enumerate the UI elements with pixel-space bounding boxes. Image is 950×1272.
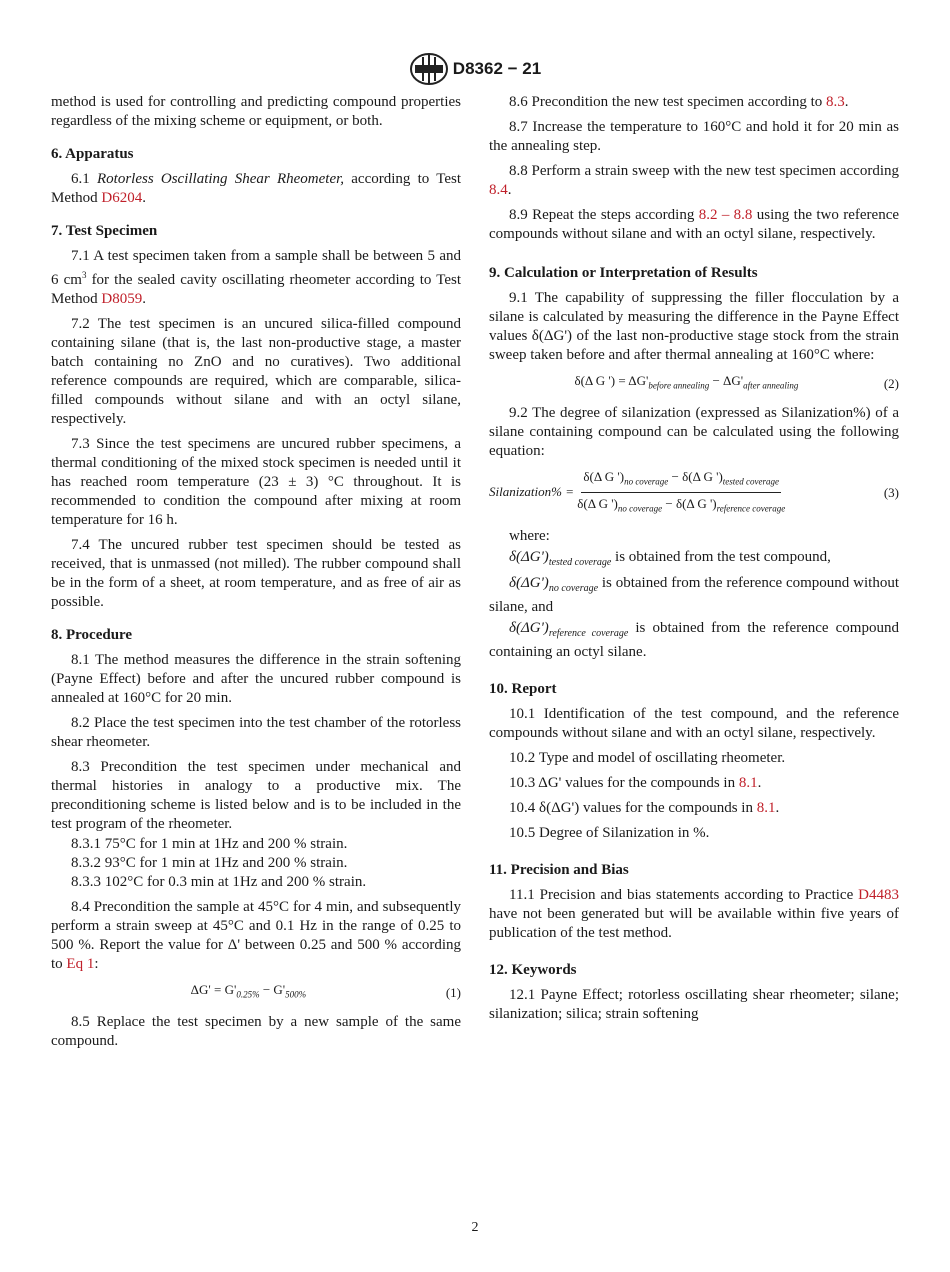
paragraph: 8.9 Repeat the steps according 8.2 – 8.8 using the two reference compounds without silane and with an octyl silane, respectively. bbox=[489, 207, 900, 242]
section-heading: 8. Procedure bbox=[51, 627, 133, 643]
paragraph: 7.4 The uncured rubber test specimen should be tested as received, that is unmassed (not milled). The rubber compound shall be in the form of a sheet, at room temperature, and as free of air as possible. bbox=[51, 537, 461, 610]
paragraph: 10.3 ΔG' values for the compounds in 8.1. bbox=[509, 774, 762, 791]
reference-link[interactable]: 8.3 bbox=[826, 94, 845, 110]
section-heading: 9. Calculation or Interpretation of Results bbox=[489, 265, 758, 281]
page-number: 2 bbox=[471, 1220, 479, 1235]
section-heading: 12. Keywords bbox=[489, 961, 577, 978]
equation-1: $\Delta G' = G'_{0.25\%} - G'_{500\%}$ (1) bbox=[190, 982, 461, 1000]
equation-number: (1) bbox=[445, 984, 461, 1000]
reference-link[interactable]: D6204 bbox=[101, 190, 143, 206]
paragraph: 6.1 Rotorless Oscillating Shear Rheometer, according to Test Method D6204. bbox=[51, 171, 462, 206]
paragraph: 10.4 δ(ΔG') values for the compounds in 8.1. bbox=[509, 799, 780, 816]
left-column bbox=[51, 93, 461, 1057]
section-heading: 10. Report bbox=[489, 680, 557, 697]
paragraph: 11.1 Precision and bias statements according to Practice D4483 have not been generated but will be available within five years of publication of the test method. bbox=[489, 886, 899, 941]
variable-definition: $\delta(\Delta G')_{tested coverage}$ is obtained from the test compound, bbox=[509, 548, 831, 568]
paragraph: 8.4 Precondition the sample at 45°C for 4 min, and subsequently perform a strain sweep at 45°C and 0.1 Hz in the range of 0.25 to 500 %. Report the value for Δ' between 0.25 and 500 % according to Eq 1: bbox=[51, 899, 461, 972]
paragraph: 10.5 Degree of Silanization in %. bbox=[509, 824, 710, 841]
reference-link[interactable]: Eq 1 bbox=[66, 956, 95, 972]
list-item: 8.3.1 75°C for 1 min at 1Hz and 200 % strain. bbox=[71, 836, 348, 852]
paragraph: 7.2 The test specimen is an uncured silica-filled compound containing silane (that is, the last non-productive stage, a master batch containing no ZnO and no curatives). Two additional reference compounds are required, which are comparable, silica-filled compounds without silane and with an octyl silane, respectively. bbox=[51, 316, 461, 427]
reference-link[interactable]: D8059 bbox=[101, 291, 143, 307]
equation-2: δ(Δ G ') = $\Delta G'_{before annealing} - \Delta G'_{after annealing}$ (2) bbox=[574, 373, 899, 391]
reference-link[interactable]: 8.4 bbox=[489, 182, 508, 198]
section-heading: 7. Test Specimen bbox=[51, 223, 158, 239]
paragraph: 8.7 Increase the temperature to 160°C and hold it for 20 min as the annealing step. bbox=[489, 119, 899, 154]
where-label: where: bbox=[509, 527, 550, 544]
paragraph: 10.2 Type and model of oscillating rheometer. bbox=[509, 749, 786, 766]
document-designation: D8362 − 21 bbox=[452, 59, 542, 78]
subsection-list bbox=[51, 835, 461, 892]
paragraph: 8.3 Precondition the test specimen under mechanical and thermal histories in analogy to a productive mix. The preconditioning scheme is listed below and is to be included in the test program of the rheometer. bbox=[51, 759, 461, 832]
section-heading: 11. Precision and Bias bbox=[489, 861, 629, 878]
section-heading: 6. Apparatus bbox=[51, 146, 134, 162]
paragraph: 8.5 Replace the test specimen by a new sample of the same compound. bbox=[51, 1013, 461, 1049]
reference-link[interactable]: 8.1 bbox=[756, 799, 776, 816]
paragraph: method is used for controlling and predicting compound properties regardless of the mixing scheme or equipment, or both. bbox=[51, 94, 461, 129]
paragraph: 8.6 Precondition the new test specimen according to 8.3. bbox=[509, 94, 849, 110]
paragraph: 9.2 The degree of silanization (expressed as Silanization%) of a silane containing compound can be calculated using the following equation: bbox=[489, 404, 899, 459]
paragraph: 8.1 The method measures the difference in the strain softening (Payne Effect) before and after the uncured rubber compound is annealed at 160°C for 20 min. bbox=[51, 652, 461, 706]
list-item: 8.3.2 93°C for 1 min at 1Hz and 200 % strain. bbox=[71, 855, 348, 871]
paragraph: 12.1 Payne Effect; rotorless oscillating shear rheometer; silane; silanization; silica; strain softening bbox=[489, 986, 899, 1022]
equation-3: Silanization% = $\frac{\delta(\Delta G ')_{no coverage} - \delta(\Delta G ')_{tested coverage}}{\delta(\Delta G ')_{no coverage} - \delta(\Delta G ')_{reference coverage}}$ (3) bbox=[489, 467, 899, 519]
right-column bbox=[489, 93, 899, 1030]
paragraph: 9.1 The capability of suppressing the filler flocculation by a silane is calculated by measuring the difference in the Payne Effect values δ(ΔG') of the last non-productive stage stock from the strain sweep taken before and after thermal annealing at 160°C where: bbox=[489, 290, 899, 363]
list-item: 8.3.3 102°C for 0.3 min at 1Hz and 200 % strain. bbox=[71, 874, 367, 890]
paragraph: 8.8 Perform a strain sweep with the new test specimen according 8.4. bbox=[489, 163, 899, 198]
equation-number: (2) bbox=[883, 375, 899, 391]
reference-link[interactable]: 8.2 – 8.8 bbox=[698, 207, 753, 223]
equation-number: (3) bbox=[883, 485, 899, 501]
astm-logo-icon bbox=[409, 52, 449, 86]
paragraph: 7.3 Since the test specimens are uncured rubber specimens, a thermal conditioning of the mixed stock specimen is needed until it has reached room temperature (23 ± 3) °C throughout. It is recommended to condition the compound after mixing at room temperature for 16 h. bbox=[51, 436, 461, 528]
paragraph: 7.1 A test specimen taken from a sample shall be between 5 and 6 $cm^3$ for the sealed cavity oscillating rheometer according to Test Method D8059. bbox=[51, 248, 462, 307]
paragraph: 8.2 Place the test specimen into the test chamber of the rotorless shear rheometer. bbox=[51, 715, 461, 750]
reference-link[interactable]: D4483 bbox=[858, 886, 899, 903]
fraction: $\frac{\delta(\Delta G ')_{no coverage} - \delta(\Delta G ')_{tested coverage}}{\delta(\Delta G ')_{no coverage} - \delta(\Delta G ')_{reference coverage}}$ bbox=[577, 468, 786, 514]
variable-definition: $\delta(\Delta G')_{reference coverage}$ is obtained from the reference compound containing an octyl silane. bbox=[489, 619, 899, 660]
paragraph: 10.1 Identification of the test compound, and the reference compounds without silane and with an octyl silane, respectively. bbox=[489, 705, 899, 741]
variable-definition: $\delta(\Delta G')_{no coverage}$ is obtained from the reference compound without silane, and bbox=[489, 574, 899, 615]
page-header bbox=[0, 52, 950, 86]
reference-link[interactable]: 8.1 bbox=[738, 774, 758, 791]
